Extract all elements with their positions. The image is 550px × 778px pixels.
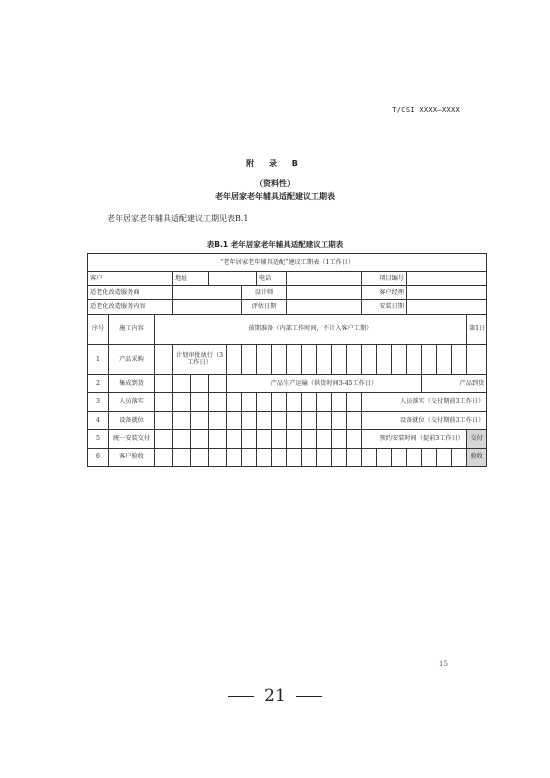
service-content-value — [173, 300, 242, 314]
address-label: 地址 — [173, 272, 209, 286]
service-content-label: 适老化改造服务内容 — [88, 300, 173, 314]
account-manager-value — [407, 286, 487, 300]
row-end: 验收 — [467, 448, 487, 466]
row-content: 统一安装交付 — [109, 430, 155, 448]
row-end: 交付 — [467, 430, 487, 448]
page-number-footer — [0, 686, 550, 706]
row-content: 设备就位 — [109, 411, 155, 429]
table-caption: 表B.1 老年居家老年辅具适配建议工期表 — [206, 240, 344, 249]
prep-header: 前期准备（内部工作时间，不计入客户工期） — [155, 314, 467, 344]
page-number-large: 21 — [264, 686, 286, 706]
row-task: 计划审批执行（3工作日） — [173, 344, 227, 374]
schedule-table — [87, 253, 487, 467]
assessment-date-label: 评估日期 — [242, 300, 287, 314]
table-row — [88, 344, 487, 374]
row-seq: 6 — [88, 448, 109, 466]
appendix-title: 附 录 B — [246, 159, 304, 168]
assessment-date-value — [287, 300, 362, 314]
info-row-provider — [88, 286, 487, 300]
row-content: 客户验收 — [109, 448, 155, 466]
table-row — [88, 375, 487, 393]
footer-dash-left — [228, 696, 254, 697]
row-content: 集成到货 — [109, 375, 155, 393]
row-seq: 1 — [88, 344, 109, 374]
info-row-service — [88, 300, 487, 314]
designer-label: 设计师 — [242, 286, 287, 300]
table-row — [88, 448, 487, 466]
table-title-row — [88, 254, 487, 272]
row-seq: 3 — [88, 393, 109, 411]
row-task: 设备就位（交付期前3工作日） — [362, 411, 487, 429]
project-number-label: 项目编号 — [362, 272, 407, 286]
content-header: 施工内容 — [109, 314, 155, 344]
install-date-value — [407, 300, 487, 314]
table-row — [88, 411, 487, 429]
row-end: 产品到货 — [422, 375, 487, 393]
footer-dash-right — [296, 696, 322, 697]
appendix-name: 老年居家老年辅具适配建议工期表 — [215, 192, 335, 201]
row-content: 产品采购 — [109, 344, 155, 374]
page-number-small: 15 — [439, 660, 448, 668]
row-seq: 2 — [88, 375, 109, 393]
provider-value — [173, 286, 242, 300]
address-value — [209, 272, 257, 286]
row-task: 人员落实（交付期前3工作日） — [362, 393, 487, 411]
appendix-type: （资料性） — [255, 179, 295, 188]
phone-value — [287, 272, 362, 286]
row-seq: 4 — [88, 411, 109, 429]
row-task: 预约安装时间（提前3工作日） — [362, 430, 467, 448]
provider-label: 适老化改造服务商 — [88, 286, 173, 300]
project-number-value — [407, 272, 487, 286]
account-manager-label: 客户经理 — [362, 286, 407, 300]
client-label: 客户 — [88, 272, 173, 286]
day1-header: 第1日 — [467, 314, 487, 344]
intro-paragraph: 老年居家老年辅具适配建议工期见表B.1 — [107, 214, 249, 223]
row-content: 人员落实 — [109, 393, 155, 411]
info-row-client — [88, 272, 487, 286]
designer-value — [287, 286, 362, 300]
table-row — [88, 430, 487, 448]
table-title: “老年居家老年辅具适配”建议工期表（1工作日） — [88, 254, 487, 272]
table-row — [88, 393, 487, 411]
seq-header: 序号 — [88, 314, 109, 344]
install-date-label: 安装日期 — [362, 300, 407, 314]
phone-label: 电话 — [257, 272, 287, 286]
document-code: T/CSI XXXX—XXXX — [392, 106, 460, 114]
row-seq: 5 — [88, 430, 109, 448]
row-task: 产品生产运输（供货时间3-45工作日） — [227, 375, 422, 393]
table-head-row — [88, 314, 487, 344]
